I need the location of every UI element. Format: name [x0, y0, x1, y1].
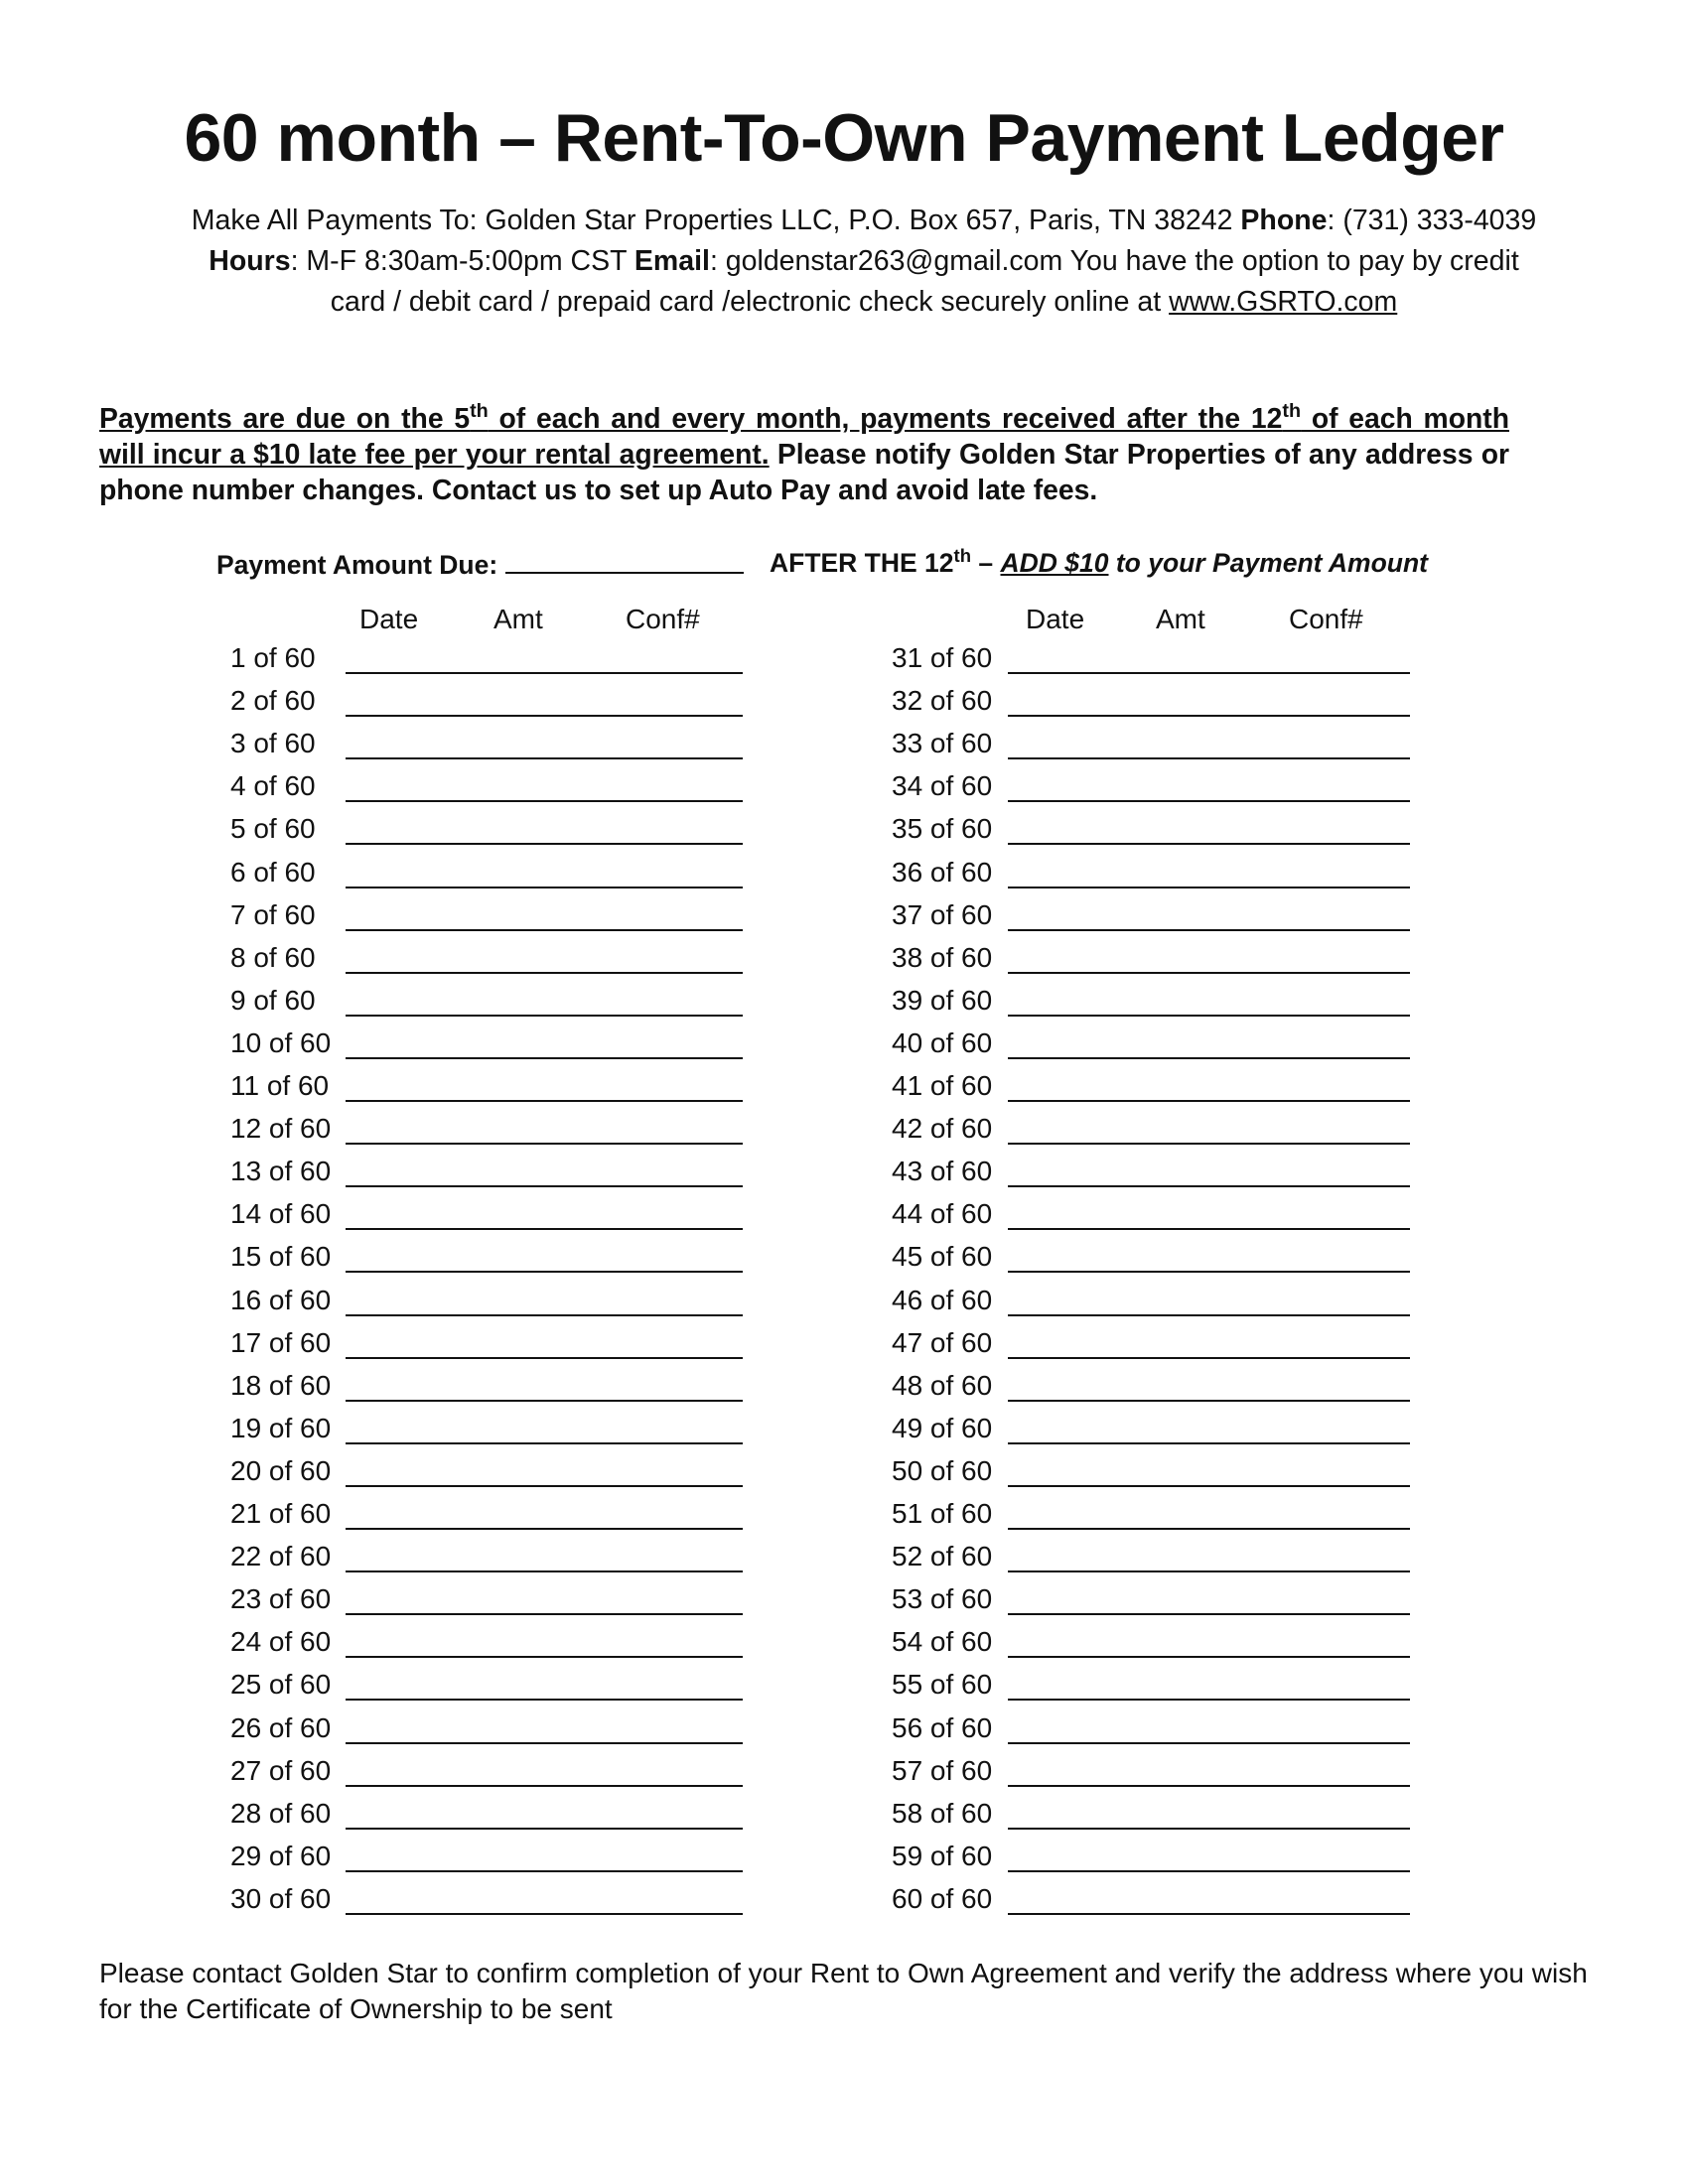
phone-value: : (731) 333-4039	[1327, 205, 1537, 236]
payment-row-label: 35 of 60	[892, 813, 993, 845]
payment-row-label: 8 of 60	[230, 941, 316, 973]
notice-text-2: of each and every month, payments received after the 12	[488, 402, 1283, 434]
after-dash: –	[971, 548, 1001, 578]
payment-row-label: 13 of 60	[230, 1156, 332, 1187]
payment-row-label: 55 of 60	[892, 1669, 993, 1701]
payment-row-label: 23 of 60	[230, 1583, 332, 1615]
payment-row-line[interactable]	[1008, 1314, 1410, 1316]
payment-row-line[interactable]	[1008, 1271, 1410, 1273]
hours-label: Hours	[209, 245, 291, 277]
payment-row-label: 37 of 60	[892, 898, 993, 930]
col-header-amt-left: Amt	[493, 604, 543, 634]
payment-address: Make All Payments To: Golden Star Properties LLC, P.O. Box 657, Paris, TN 38242	[191, 205, 1241, 236]
phone-label: Phone	[1240, 205, 1328, 236]
col-header-date-right: Date	[1026, 604, 1085, 634]
payment-row-line[interactable]	[1008, 1015, 1410, 1017]
payment-row-line[interactable]	[1008, 757, 1410, 759]
payment-row-label: 17 of 60	[230, 1326, 332, 1358]
payment-row-label: 42 of 60	[892, 1113, 993, 1145]
payment-row-label: 36 of 60	[892, 856, 993, 887]
payment-row-line[interactable]	[346, 757, 743, 759]
payment-row-line[interactable]	[346, 843, 743, 845]
payment-row-label: 52 of 60	[892, 1541, 993, 1572]
payment-row-label: 5 of 60	[230, 813, 316, 845]
email-value: : goldenstar263@gmail.com You have the option to pay by credit card / debit card / prepaid card /electronic check securely online at	[330, 245, 1519, 318]
payment-row-line[interactable]	[346, 1870, 743, 1872]
payment-row-label: 53 of 60	[892, 1583, 993, 1615]
payment-row-line[interactable]	[346, 1913, 743, 1915]
payment-row-label: 51 of 60	[892, 1498, 993, 1529]
payment-row-label: 34 of 60	[892, 770, 993, 802]
payment-row-label: 40 of 60	[892, 1026, 993, 1058]
payment-row-line[interactable]	[1008, 1913, 1410, 1915]
payment-row-label: 58 of 60	[892, 1797, 993, 1829]
payment-row-label: 21 of 60	[230, 1498, 332, 1529]
payment-row-label: 30 of 60	[230, 1882, 332, 1914]
payment-row-line[interactable]	[346, 1785, 743, 1787]
payment-row-line[interactable]	[346, 1185, 743, 1187]
payment-row-label: 27 of 60	[230, 1754, 332, 1786]
payment-row-line[interactable]	[346, 672, 743, 674]
payment-row-label: 12 of 60	[230, 1113, 332, 1145]
payment-amount-due	[216, 548, 744, 581]
payment-row-line[interactable]	[1008, 1699, 1410, 1701]
payment-row-line[interactable]	[346, 1442, 743, 1444]
payment-row-label: 31 of 60	[892, 642, 993, 673]
payment-row-line[interactable]	[346, 1357, 743, 1359]
payment-row-label: 28 of 60	[230, 1797, 332, 1829]
payment-row-label: 43 of 60	[892, 1156, 993, 1187]
payment-row-line[interactable]	[1008, 800, 1410, 802]
footer-note: Please contact Golden Star to confirm completion of your Rent to Own Agreement and verify the address where you wish for the Certificate of Ownership to be sent	[99, 1958, 1588, 2024]
payment-row-label: 1 of 60	[230, 642, 316, 673]
payment-row-label: 15 of 60	[230, 1241, 332, 1273]
payment-row-line[interactable]	[1008, 1228, 1410, 1230]
payment-row-label: 11 of 60	[230, 1070, 330, 1101]
payment-row-label: 22 of 60	[230, 1541, 332, 1572]
notice-text-4: Please notify Golden Star Properties of any address or phone number changes. Contact us to set up Auto Pay and avoid late fees.	[99, 438, 1510, 505]
payment-row-line[interactable]	[1008, 1057, 1410, 1059]
payment-row-label: 59 of 60	[892, 1840, 993, 1871]
payment-row-line[interactable]	[346, 1057, 743, 1059]
payment-row-line[interactable]	[1008, 887, 1410, 888]
payment-row-line[interactable]	[1008, 843, 1410, 845]
notice-sup-1: th	[470, 400, 489, 423]
payment-row-line[interactable]	[346, 1100, 743, 1102]
payment-row-line[interactable]	[346, 715, 743, 717]
payment-row-line[interactable]	[1008, 715, 1410, 717]
payment-row-line[interactable]	[1008, 1828, 1410, 1830]
payment-row-line[interactable]	[346, 929, 743, 931]
payment-row-label: 9 of 60	[230, 984, 316, 1016]
payment-row-line[interactable]	[1008, 1613, 1410, 1615]
payment-row-line[interactable]	[1008, 1656, 1410, 1658]
payment-row-line[interactable]	[1008, 672, 1410, 674]
payment-row-label: 25 of 60	[230, 1669, 332, 1701]
payment-row-line[interactable]	[346, 1400, 743, 1402]
email-label: Email	[633, 245, 710, 277]
notice-text-1: Payments are due on the 5	[99, 402, 471, 434]
col-header-amt-right: Amt	[1156, 604, 1205, 634]
payment-row-label: 50 of 60	[892, 1454, 993, 1486]
payment-row-line[interactable]	[1008, 1570, 1410, 1572]
after-sup: th	[953, 544, 972, 566]
payment-row-line[interactable]	[346, 1228, 743, 1230]
payment-row-label: 16 of 60	[230, 1284, 332, 1315]
payment-row-label: 56 of 60	[892, 1711, 993, 1743]
payment-row-label: 38 of 60	[892, 941, 993, 973]
add-amount: ADD $10	[1000, 548, 1109, 578]
payment-row-label: 20 of 60	[230, 1454, 332, 1486]
payment-row-line[interactable]	[346, 1528, 743, 1530]
payment-row-label: 6 of 60	[230, 856, 316, 887]
payment-row-line[interactable]	[1008, 1485, 1410, 1487]
payment-amount-due-field[interactable]	[505, 548, 744, 574]
payment-row-label: 14 of 60	[230, 1198, 332, 1230]
payment-row-label: 10 of 60	[230, 1026, 332, 1058]
payment-row-line[interactable]	[1008, 1143, 1410, 1145]
payment-row-line[interactable]	[346, 1143, 743, 1145]
payment-row-label: 57 of 60	[892, 1754, 993, 1786]
payment-row-label: 26 of 60	[230, 1711, 332, 1743]
payment-row-line[interactable]	[1008, 1870, 1410, 1872]
payment-row-line[interactable]	[1008, 1528, 1410, 1530]
payment-row-line[interactable]	[1008, 1742, 1410, 1744]
payment-row-line[interactable]	[346, 972, 743, 974]
payment-row-label: 47 of 60	[892, 1326, 993, 1358]
payment-row-label: 4 of 60	[230, 770, 316, 802]
contact-info	[179, 201, 1549, 323]
payment-row-line[interactable]	[1008, 1357, 1410, 1359]
notice-sup-2: th	[1282, 400, 1302, 423]
payment-row-line[interactable]	[1008, 929, 1410, 931]
payment-row-line[interactable]	[1008, 1100, 1410, 1102]
col-header-date-left: Date	[359, 604, 419, 634]
payment-row-label: 60 of 60	[892, 1882, 993, 1914]
after-prefix: AFTER THE 12	[770, 548, 954, 578]
after-suffix: to your Payment Amount	[1108, 548, 1428, 578]
notice-text-3: of each month will incur a $10 late fee per your rental agreement.	[99, 402, 1509, 470]
payment-row-line[interactable]	[346, 1570, 743, 1572]
website-link[interactable]: www.GSRTO.com	[1169, 286, 1398, 318]
payment-row-line[interactable]	[346, 1828, 743, 1830]
payment-row-label: 46 of 60	[892, 1284, 993, 1315]
payment-row-line[interactable]	[1008, 1785, 1410, 1787]
payment-row-label: 3 of 60	[230, 728, 316, 759]
col-header-conf-left: Conf#	[626, 604, 700, 634]
after-12th-notice	[770, 544, 1428, 579]
payment-row-line[interactable]	[1008, 1400, 1410, 1402]
payment-row-line[interactable]	[346, 887, 743, 888]
col-header-conf-right: Conf#	[1289, 604, 1363, 634]
payment-row-label: 49 of 60	[892, 1412, 993, 1443]
payment-row-label: 48 of 60	[892, 1369, 993, 1401]
payment-row-line[interactable]	[346, 800, 743, 802]
payment-row-label: 33 of 60	[892, 728, 993, 759]
payment-row-line[interactable]	[346, 1656, 743, 1658]
payment-row-line[interactable]	[346, 1314, 743, 1316]
payment-row-label: 24 of 60	[230, 1626, 332, 1658]
payment-row-label: 18 of 60	[230, 1369, 332, 1401]
late-fee-notice	[99, 400, 1509, 507]
payment-row-line[interactable]	[1008, 972, 1410, 974]
payment-row-label: 44 of 60	[892, 1198, 993, 1230]
payment-row-label: 32 of 60	[892, 685, 993, 717]
payment-row-label: 7 of 60	[230, 898, 316, 930]
page-title: 60 month – Rent-To-Own Payment Ledger	[184, 100, 1504, 176]
payment-row-label: 54 of 60	[892, 1626, 993, 1658]
payment-row-line[interactable]	[346, 1485, 743, 1487]
payment-row-label: 2 of 60	[230, 685, 316, 717]
payment-row-line[interactable]	[1008, 1185, 1410, 1187]
payment-row-label: 45 of 60	[892, 1241, 993, 1273]
payment-row-line[interactable]	[346, 1271, 743, 1273]
payment-row-label: 41 of 60	[892, 1070, 993, 1101]
payment-amount-due-label: Payment Amount Due:	[216, 550, 498, 580]
payment-row-label: 29 of 60	[230, 1840, 332, 1871]
payment-row-label: 19 of 60	[230, 1412, 332, 1443]
payment-row-line[interactable]	[346, 1015, 743, 1017]
hours-value: : M-F 8:30am-5:00pm CST	[290, 245, 634, 277]
payment-row-line[interactable]	[346, 1699, 743, 1701]
payment-row-line[interactable]	[346, 1742, 743, 1744]
payment-row-label: 39 of 60	[892, 984, 993, 1016]
payment-row-line[interactable]	[346, 1613, 743, 1615]
payment-row-line[interactable]	[1008, 1442, 1410, 1444]
